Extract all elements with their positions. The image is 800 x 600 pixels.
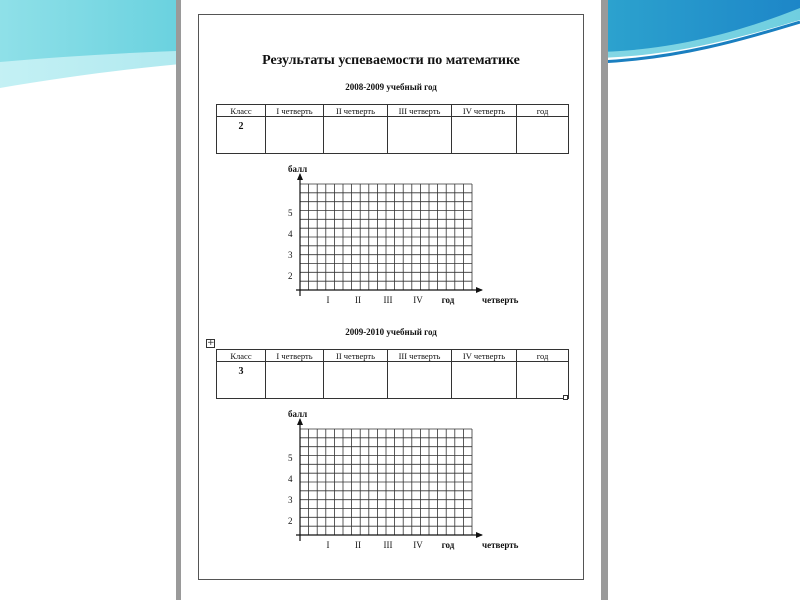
col-header: III четверть: [388, 350, 452, 362]
x-tick-label: I: [326, 540, 330, 550]
grades-table-1[interactable]: [216, 104, 569, 154]
x-axis-label: четверть: [482, 295, 519, 305]
x-axis-arrow: [476, 532, 483, 538]
x-tick-label: IV: [413, 540, 423, 550]
y-tick-label: 3: [288, 250, 293, 260]
col-header: I четверть: [266, 105, 324, 117]
y-tick-label: 3: [288, 495, 293, 505]
grade-cell[interactable]: [388, 117, 452, 154]
table-header-row: [217, 105, 569, 117]
table-row: [217, 117, 569, 154]
y-axis-arrow: [297, 173, 303, 180]
table-move-handle-icon[interactable]: +: [207, 338, 215, 348]
grade-graph-1: [270, 160, 540, 310]
x-tick-label: год: [441, 295, 455, 305]
year-heading-1: 2008-2009 учебный год: [345, 82, 437, 92]
x-tick-label: II: [355, 295, 361, 305]
col-header: год: [517, 350, 569, 362]
grade-graph-2: [270, 405, 540, 555]
col-header: IV четверть: [452, 350, 517, 362]
x-tick-label: год: [441, 540, 455, 550]
col-header: Класс: [217, 350, 266, 362]
table-resize-handle[interactable]: [563, 395, 568, 400]
y-tick-label: 2: [288, 516, 293, 526]
class-cell[interactable]: 2: [217, 117, 266, 154]
grade-cell[interactable]: [517, 117, 569, 154]
x-tick-label: IV: [413, 295, 423, 305]
y-axis-label: балл: [288, 409, 308, 419]
col-header: IV четверть: [452, 105, 517, 117]
y-axis-label: балл: [288, 164, 308, 174]
grades-table-2[interactable]: [216, 349, 569, 399]
x-axis-label: четверть: [482, 540, 519, 550]
x-tick-label: III: [383, 295, 393, 305]
col-header: Класс: [217, 105, 266, 117]
grade-cell[interactable]: [388, 362, 452, 399]
grade-cell[interactable]: [452, 362, 517, 399]
y-axis-arrow: [297, 418, 303, 425]
grade-cell[interactable]: [266, 117, 324, 154]
x-tick-label: III: [383, 540, 393, 550]
table-header-row: [217, 350, 569, 362]
grade-cell[interactable]: [452, 117, 517, 154]
y-tick-label: 5: [288, 453, 293, 463]
y-tick-label: 4: [288, 474, 293, 484]
class-cell[interactable]: 3: [217, 362, 266, 399]
col-header: год: [517, 105, 569, 117]
y-tick-label: 4: [288, 229, 293, 239]
x-tick-label: II: [355, 540, 361, 550]
year-heading-2: 2009-2010 учебный год: [345, 327, 437, 337]
y-tick-label: 5: [288, 208, 293, 218]
page-title: Результаты успеваемости по математике: [262, 53, 520, 68]
col-header: II четверть: [324, 350, 388, 362]
y-tick-label: 2: [288, 271, 293, 281]
x-tick-label: I: [326, 295, 330, 305]
x-axis-arrow: [476, 287, 483, 293]
col-header: I четверть: [266, 350, 324, 362]
grade-cell[interactable]: [324, 362, 388, 399]
table-row: [217, 362, 569, 399]
col-header: II четверть: [324, 105, 388, 117]
grade-cell[interactable]: [517, 362, 569, 399]
col-header: III четверть: [388, 105, 452, 117]
grade-cell[interactable]: [266, 362, 324, 399]
grade-cell[interactable]: [324, 117, 388, 154]
